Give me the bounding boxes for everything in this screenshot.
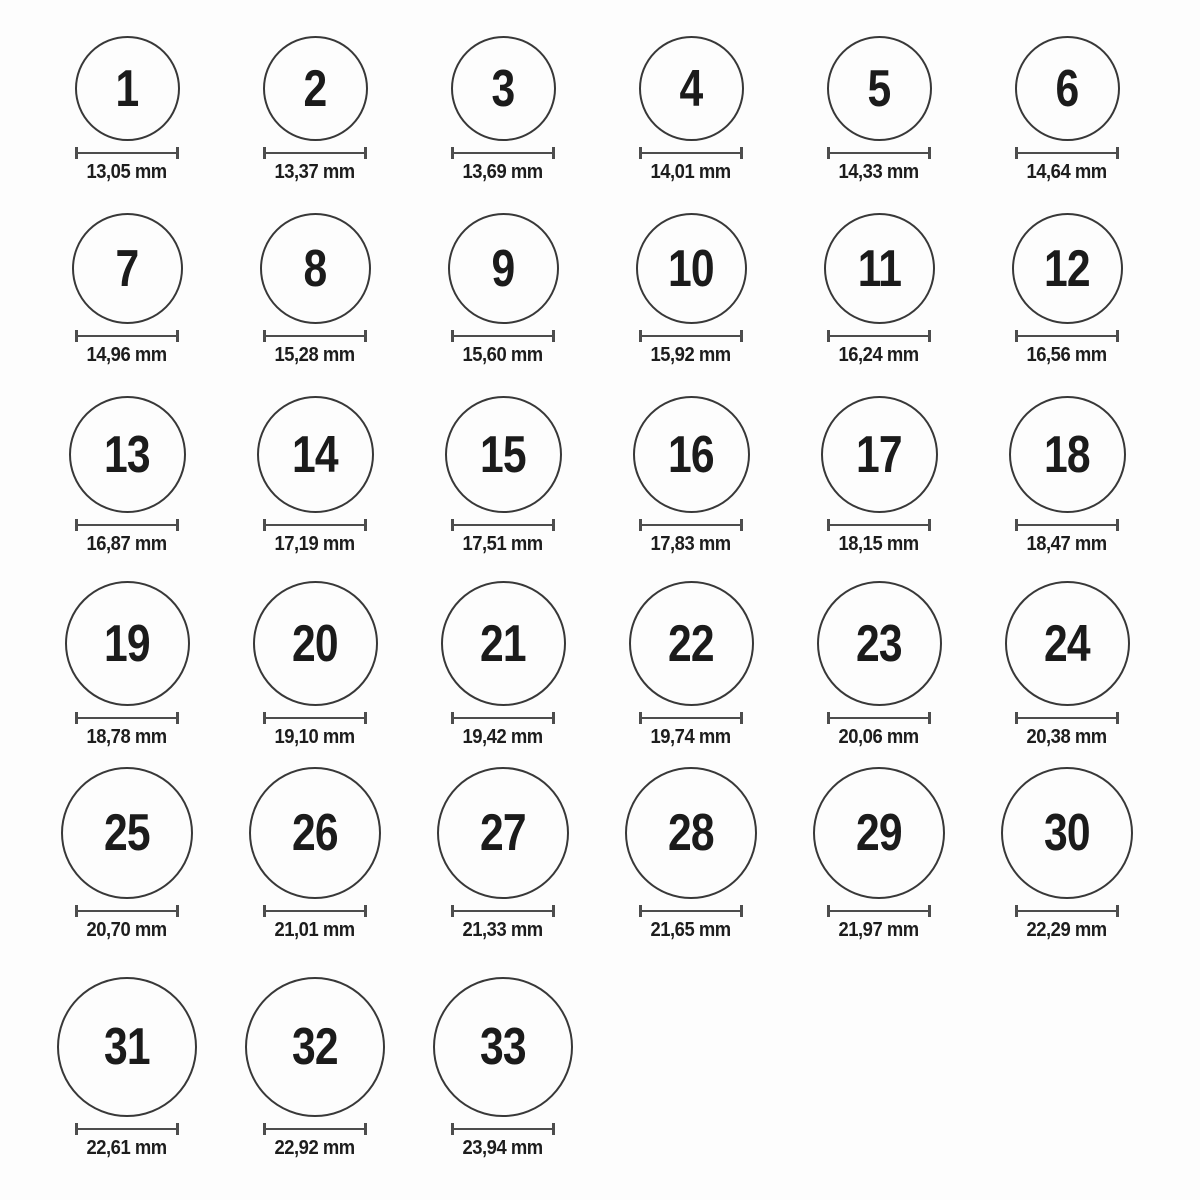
ring-size-number: 21 bbox=[480, 614, 526, 673]
ring-size-cell bbox=[33, 396, 221, 555]
ring-circle bbox=[813, 767, 945, 899]
measure-bar bbox=[263, 717, 367, 719]
ring-size-number: 6 bbox=[1055, 59, 1079, 118]
ring-circle bbox=[639, 36, 744, 141]
measure-tick-right bbox=[552, 905, 555, 917]
ring-size-number: 27 bbox=[480, 804, 526, 862]
ring-size-row bbox=[33, 767, 1200, 941]
diameter-measure-line bbox=[639, 519, 743, 531]
ring-size-cell bbox=[33, 36, 221, 183]
ring-size-cell bbox=[221, 977, 409, 1159]
diameter-label: 13,69 mm bbox=[462, 161, 544, 183]
diameter-measure-line bbox=[263, 330, 367, 342]
measure-bar bbox=[1015, 152, 1119, 154]
ring-size-cell bbox=[409, 396, 597, 555]
measure-bar bbox=[1015, 524, 1119, 526]
measure-bar bbox=[451, 152, 555, 154]
measure-bar bbox=[827, 717, 931, 719]
ring-size-cell bbox=[409, 767, 597, 941]
diameter-label: 16,56 mm bbox=[1026, 344, 1108, 366]
diameter-label: 17,51 mm bbox=[462, 533, 544, 555]
diameter-label: 15,92 mm bbox=[650, 344, 732, 366]
measure-bar bbox=[639, 152, 743, 154]
diameter-measure-line bbox=[75, 905, 179, 917]
measure-tick-right bbox=[176, 905, 179, 917]
ring-size-cell bbox=[785, 396, 973, 555]
ring-circle bbox=[249, 767, 381, 899]
diameter-label: 16,87 mm bbox=[86, 533, 168, 555]
ring-circle bbox=[433, 977, 573, 1117]
ring-size-number: 20 bbox=[292, 614, 338, 673]
diameter-label: 16,24 mm bbox=[838, 344, 920, 366]
ring-size-number: 15 bbox=[480, 425, 526, 484]
measure-bar bbox=[827, 152, 931, 154]
diameter-label: 19,42 mm bbox=[462, 726, 544, 748]
ring-size-number: 26 bbox=[292, 804, 338, 862]
measure-bar bbox=[263, 152, 367, 154]
ring-size-number: 13 bbox=[104, 425, 150, 484]
measure-tick-right bbox=[364, 147, 367, 159]
diameter-measure-line bbox=[827, 712, 931, 724]
diameter-label: 19,10 mm bbox=[274, 726, 356, 748]
measure-tick-right bbox=[552, 330, 555, 342]
ring-size-number: 7 bbox=[115, 239, 139, 298]
diameter-label: 18,78 mm bbox=[86, 726, 168, 748]
ring-size-cell bbox=[33, 767, 221, 941]
ring-size-row bbox=[33, 213, 1200, 366]
measure-tick-right bbox=[1116, 712, 1119, 724]
measure-tick-right bbox=[1116, 147, 1119, 159]
ring-size-number: 4 bbox=[679, 59, 703, 118]
measure-bar bbox=[451, 910, 555, 912]
measure-tick-right bbox=[552, 1123, 555, 1135]
measure-tick-right bbox=[1116, 905, 1119, 917]
measure-tick-right bbox=[928, 147, 931, 159]
measure-bar bbox=[639, 524, 743, 526]
ring-size-number: 9 bbox=[491, 239, 515, 298]
diameter-measure-line bbox=[639, 905, 743, 917]
measure-tick-right bbox=[740, 712, 743, 724]
measure-bar bbox=[1015, 717, 1119, 719]
ring-size-cell bbox=[973, 581, 1161, 748]
ring-size-cell bbox=[221, 213, 409, 366]
measure-tick-right bbox=[1116, 330, 1119, 342]
ring-circle bbox=[437, 767, 569, 899]
ring-size-cell bbox=[221, 581, 409, 748]
measure-bar bbox=[827, 910, 931, 912]
ring-size-cell bbox=[409, 977, 597, 1159]
measure-tick-right bbox=[1116, 519, 1119, 531]
diameter-measure-line bbox=[451, 1123, 555, 1135]
ring-circle bbox=[1005, 581, 1130, 706]
ring-size-cell bbox=[973, 767, 1161, 941]
diameter-label: 14,33 mm bbox=[838, 161, 920, 183]
ring-size-cell bbox=[221, 767, 409, 941]
measure-tick-right bbox=[552, 147, 555, 159]
ring-size-row bbox=[33, 36, 1200, 183]
ring-size-number: 25 bbox=[104, 804, 150, 862]
diameter-measure-line bbox=[451, 519, 555, 531]
diameter-label: 22,61 mm bbox=[86, 1137, 168, 1159]
diameter-label: 21,65 mm bbox=[650, 919, 732, 941]
diameter-measure-line bbox=[827, 330, 931, 342]
ring-size-number: 17 bbox=[856, 425, 902, 484]
diameter-label: 20,70 mm bbox=[86, 919, 168, 941]
diameter-measure-line bbox=[75, 147, 179, 159]
diameter-label: 21,01 mm bbox=[274, 919, 356, 941]
diameter-label: 22,92 mm bbox=[274, 1137, 356, 1159]
ring-size-number: 24 bbox=[1044, 614, 1090, 673]
diameter-label: 23,94 mm bbox=[462, 1137, 544, 1159]
diameter-measure-line bbox=[1015, 330, 1119, 342]
measure-tick-right bbox=[740, 905, 743, 917]
diameter-measure-line bbox=[639, 712, 743, 724]
ring-circle bbox=[817, 581, 942, 706]
measure-tick-right bbox=[364, 519, 367, 531]
measure-bar bbox=[75, 524, 179, 526]
diameter-measure-line bbox=[827, 519, 931, 531]
ring-size-number: 19 bbox=[104, 614, 150, 673]
measure-tick-right bbox=[176, 147, 179, 159]
measure-tick-right bbox=[552, 519, 555, 531]
ring-size-number: 16 bbox=[668, 425, 714, 484]
ring-circle bbox=[61, 767, 193, 899]
ring-circle bbox=[263, 36, 368, 141]
ring-size-cell bbox=[597, 213, 785, 366]
diameter-measure-line bbox=[1015, 519, 1119, 531]
ring-size-number: 33 bbox=[480, 1018, 526, 1076]
diameter-measure-line bbox=[1015, 147, 1119, 159]
diameter-measure-line bbox=[75, 330, 179, 342]
diameter-label: 13,05 mm bbox=[86, 161, 168, 183]
ring-circle bbox=[69, 396, 186, 513]
measure-bar bbox=[639, 335, 743, 337]
ring-size-number: 18 bbox=[1044, 425, 1090, 484]
diameter-measure-line bbox=[263, 905, 367, 917]
measure-bar bbox=[75, 152, 179, 154]
ring-size-cell bbox=[973, 396, 1161, 555]
ring-size-row bbox=[33, 581, 1200, 748]
diameter-label: 17,19 mm bbox=[274, 533, 356, 555]
ring-circle bbox=[821, 396, 938, 513]
diameter-label: 22,29 mm bbox=[1026, 919, 1108, 941]
ring-size-cell bbox=[221, 396, 409, 555]
ring-circle bbox=[827, 36, 932, 141]
ring-size-cell bbox=[785, 767, 973, 941]
ring-size-number: 2 bbox=[303, 59, 327, 118]
measure-tick-right bbox=[364, 1123, 367, 1135]
ring-circle bbox=[260, 213, 371, 324]
measure-bar bbox=[75, 1128, 179, 1130]
ring-circle bbox=[824, 213, 935, 324]
ring-circle bbox=[75, 36, 180, 141]
measure-bar bbox=[75, 335, 179, 337]
measure-tick-right bbox=[928, 905, 931, 917]
ring-size-cell bbox=[221, 36, 409, 183]
diameter-label: 17,83 mm bbox=[650, 533, 732, 555]
measure-tick-right bbox=[364, 712, 367, 724]
ring-circle bbox=[245, 977, 385, 1117]
measure-tick-right bbox=[176, 330, 179, 342]
ring-circle bbox=[633, 396, 750, 513]
diameter-measure-line bbox=[451, 147, 555, 159]
diameter-measure-line bbox=[827, 147, 931, 159]
ring-size-cell bbox=[785, 36, 973, 183]
measure-tick-right bbox=[176, 1123, 179, 1135]
ring-size-row bbox=[33, 396, 1200, 555]
diameter-label: 19,74 mm bbox=[650, 726, 732, 748]
measure-bar bbox=[263, 1128, 367, 1130]
ring-size-number: 23 bbox=[856, 614, 902, 673]
ring-size-row bbox=[33, 977, 1200, 1159]
ring-size-cell bbox=[785, 213, 973, 366]
measure-tick-right bbox=[364, 330, 367, 342]
ring-circle bbox=[636, 213, 747, 324]
measure-bar bbox=[639, 910, 743, 912]
ring-circle bbox=[441, 581, 566, 706]
diameter-measure-line bbox=[263, 147, 367, 159]
ring-size-cell bbox=[785, 581, 973, 748]
measure-tick-right bbox=[928, 519, 931, 531]
measure-tick-right bbox=[740, 147, 743, 159]
ring-size-cell bbox=[33, 213, 221, 366]
ring-size-number: 32 bbox=[292, 1018, 338, 1076]
ring-size-cell bbox=[33, 977, 221, 1159]
diameter-measure-line bbox=[639, 147, 743, 159]
ring-circle bbox=[1009, 396, 1126, 513]
ring-size-number: 5 bbox=[867, 59, 891, 118]
ring-size-cell bbox=[409, 581, 597, 748]
ring-size-cell bbox=[597, 396, 785, 555]
ring-size-cell bbox=[973, 213, 1161, 366]
ring-circle bbox=[629, 581, 754, 706]
diameter-measure-line bbox=[263, 519, 367, 531]
measure-bar bbox=[827, 524, 931, 526]
diameter-measure-line bbox=[1015, 905, 1119, 917]
measure-tick-right bbox=[364, 905, 367, 917]
measure-bar bbox=[75, 717, 179, 719]
diameter-measure-line bbox=[75, 519, 179, 531]
measure-bar bbox=[827, 335, 931, 337]
measure-bar bbox=[451, 524, 555, 526]
ring-size-cell bbox=[409, 36, 597, 183]
measure-tick-right bbox=[176, 712, 179, 724]
measure-bar bbox=[263, 524, 367, 526]
measure-bar bbox=[1015, 335, 1119, 337]
ring-size-number: 11 bbox=[857, 239, 901, 298]
ring-size-number: 8 bbox=[303, 239, 327, 298]
measure-tick-right bbox=[552, 712, 555, 724]
diameter-label: 21,97 mm bbox=[838, 919, 920, 941]
diameter-label: 20,38 mm bbox=[1026, 726, 1108, 748]
diameter-label: 14,01 mm bbox=[650, 161, 732, 183]
diameter-measure-line bbox=[263, 1123, 367, 1135]
ring-circle bbox=[1012, 213, 1123, 324]
ring-size-number: 28 bbox=[668, 804, 714, 862]
diameter-label: 20,06 mm bbox=[838, 726, 920, 748]
diameter-measure-line bbox=[75, 1123, 179, 1135]
ring-size-cell bbox=[33, 581, 221, 748]
ring-circle bbox=[72, 213, 183, 324]
diameter-label: 14,64 mm bbox=[1026, 161, 1108, 183]
measure-bar bbox=[1015, 910, 1119, 912]
ring-size-number: 12 bbox=[1044, 239, 1090, 298]
diameter-measure-line bbox=[827, 905, 931, 917]
ring-circle bbox=[625, 767, 757, 899]
measure-bar bbox=[263, 910, 367, 912]
ring-circle bbox=[1001, 767, 1133, 899]
diameter-measure-line bbox=[451, 905, 555, 917]
measure-tick-right bbox=[928, 712, 931, 724]
ring-circle bbox=[57, 977, 197, 1117]
measure-tick-right bbox=[740, 330, 743, 342]
measure-bar bbox=[451, 717, 555, 719]
ring-circle bbox=[257, 396, 374, 513]
diameter-label: 18,47 mm bbox=[1026, 533, 1108, 555]
ring-size-number: 29 bbox=[856, 804, 902, 862]
measure-tick-right bbox=[928, 330, 931, 342]
diameter-measure-line bbox=[639, 330, 743, 342]
ring-circle bbox=[1015, 36, 1120, 141]
measure-tick-right bbox=[176, 519, 179, 531]
diameter-label: 15,28 mm bbox=[274, 344, 356, 366]
ring-size-cell bbox=[597, 581, 785, 748]
ring-size-number: 14 bbox=[292, 425, 338, 484]
ring-size-cell bbox=[409, 213, 597, 366]
ring-size-number: 3 bbox=[491, 59, 515, 118]
ring-size-number: 31 bbox=[104, 1018, 150, 1076]
diameter-label: 14,96 mm bbox=[86, 344, 168, 366]
ring-size-number: 1 bbox=[115, 59, 139, 118]
measure-bar bbox=[639, 717, 743, 719]
measure-bar bbox=[263, 335, 367, 337]
ring-circle bbox=[445, 396, 562, 513]
ring-size-number: 10 bbox=[668, 239, 714, 298]
diameter-measure-line bbox=[263, 712, 367, 724]
ring-circle bbox=[451, 36, 556, 141]
ring-circle bbox=[65, 581, 190, 706]
diameter-measure-line bbox=[451, 712, 555, 724]
diameter-label: 18,15 mm bbox=[838, 533, 920, 555]
diameter-measure-line bbox=[75, 712, 179, 724]
ring-size-number: 22 bbox=[668, 614, 714, 673]
ring-circle bbox=[448, 213, 559, 324]
ring-circle bbox=[253, 581, 378, 706]
diameter-label: 15,60 mm bbox=[462, 344, 544, 366]
ring-size-cell bbox=[597, 36, 785, 183]
measure-bar bbox=[451, 1128, 555, 1130]
measure-tick-right bbox=[740, 519, 743, 531]
measure-bar bbox=[75, 910, 179, 912]
measure-bar bbox=[451, 335, 555, 337]
diameter-measure-line bbox=[1015, 712, 1119, 724]
ring-size-cell bbox=[597, 767, 785, 941]
ring-size-number: 30 bbox=[1044, 804, 1090, 862]
diameter-measure-line bbox=[451, 330, 555, 342]
ring-size-cell bbox=[973, 36, 1161, 183]
diameter-label: 13,37 mm bbox=[274, 161, 356, 183]
diameter-label: 21,33 mm bbox=[462, 919, 544, 941]
